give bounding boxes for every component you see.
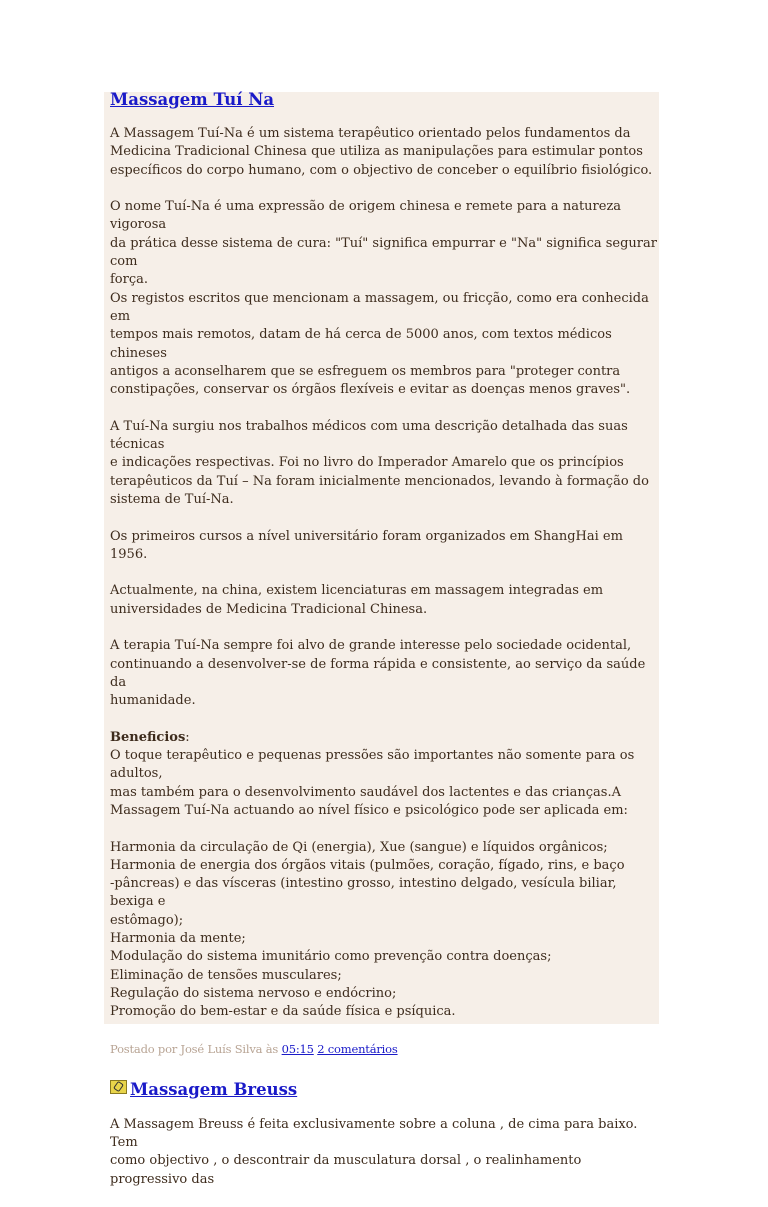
paragraph-western-interest [110,637,662,710]
post-time-link[interactable]: 05:15 [281,1041,314,1056]
text-line: O nome Tuí-Na é uma expressão de origem chinesa e remete para a natureza vigorosa [110,199,622,233]
post-title [110,1078,662,1102]
text-line: A Massagem Breuss é feita exclusivamente sobre a coluna , de cima para baixo. Tem [110,1116,638,1151]
text-line: Harmonia da mente; [110,931,246,947]
text-line: tempos mais remotos, datam de há cerca de 5000 anos, com textos médicos chineses [110,327,612,361]
comments-link[interactable]: 2 comentários [317,1041,398,1056]
benefits-section [110,729,662,820]
text-line: continuando a desenvolver-se de forma rápida e consistente, ao serviço da saúde da [110,656,646,690]
benefits-colon: : [185,729,190,745]
post-title [110,88,662,112]
text-line: Harmonia da circulação de Qi (energia), Xue (sangue) e líquidos orgânicos; [110,839,608,855]
text-line: força. [110,272,149,288]
text-line: Os registos escritos que mencionam a massagem, ou fricção, como era conhecida em [110,290,649,324]
text-line: terapêuticos da Tuí – Na foram inicialmente mencionados, levando à formação do [110,473,649,489]
text-line: Massagem Tuí-Na actuando ao nível físico e psicológico pode ser aplicada em: [110,802,628,818]
text-line: da prática desse sistema de cura: "Tuí" significa empurrar e "Na" significa segurar com [110,235,657,270]
text-line: Medicina Tradicional Chinesa que utiliza as manipulações para estimular pontos [110,144,643,160]
text-line: constipações, conservar os órgãos flexíveis e evitar as doenças menos graves". [110,382,631,398]
paragraph-courses [110,528,662,565]
text-line: mas também para o desenvolvimento saudável dos lactentes e das crianças.A [110,784,621,800]
paragraph-history [110,418,662,509]
text-line: O toque terapêutico e pequenas pressões são importantes não somente para os adultos, [110,748,635,782]
blog-post-breuss [110,1078,662,1189]
post-title-link[interactable]: Massagem Breuss [130,1079,298,1099]
text-line: como objectivo , o descontrair da musculatura dorsal , o realinhamento progressivo das [110,1153,582,1187]
blog-content [110,88,662,1207]
text-line: específicos do corpo humano, com o objectivo de conceber o equilíbrio fisiológico. [110,162,653,178]
paragraph-intro [110,1116,662,1189]
benefits-list [110,839,662,1022]
text-line: A terapia Tuí-Na sempre foi alvo de grande interesse pelo sociedade ocidental, [110,638,632,654]
text-line: estômago); [110,912,184,928]
text-line: Os primeiros cursos a nível universitário foram organizados em ShangHai em 1956. [110,528,623,562]
text-line: Actualmente, na china, existem licenciaturas em massagem integradas em [110,583,604,599]
text-line: -pâncreas) e das vísceras (intestino grosso, intestino delgado, vesícula biliar, bexiga e [110,876,617,910]
paragraph-intro [110,125,662,180]
text-line: A Tuí-Na surgiu nos trabalhos médicos com uma descrição detalhada das suas técnicas [110,418,628,453]
text-line: universidades de Medicina Tradicional Chinesa. [110,601,428,617]
edit-pencil-icon[interactable] [110,1080,127,1094]
blog-post-tui-na [110,88,662,1058]
text-line: sistema de Tuí-Na. [110,491,234,507]
post-footer [110,1040,662,1058]
posted-by-text: Postado por José Luís Silva às [110,1041,279,1056]
paragraph-benefits [110,747,662,820]
text-line: Eliminação de tensões musculares; [110,967,342,983]
text-line: e indicações respectivas. Foi no livro do Imperador Amarelo que os princípios [110,455,624,471]
text-line: Harmonia de energia dos órgãos vitais (pulmões, coração, fígado, rins, e baço [110,857,625,873]
text-line: A Massagem Tuí-Na é um sistema terapêutico orientado pelos fundamentos da [110,126,631,141]
benefits-heading: Beneficios [110,729,186,745]
text-line: antigos a aconselharem que se esfreguem os membros para "proteger contra [110,363,621,379]
text-line: Modulação do sistema imunitário como prevenção contra doenças; [110,949,552,965]
paragraph-name-origin [110,198,662,399]
paragraph-licences [110,582,662,619]
text-line: humanidade. [110,693,196,709]
text-line: Promoção do bem-estar e da saúde física e psíquica. [110,1004,456,1020]
post-title-link[interactable]: Massagem Tuí Na [110,90,275,109]
text-line: Regulação do sistema nervoso e endócrino; [110,985,397,1001]
